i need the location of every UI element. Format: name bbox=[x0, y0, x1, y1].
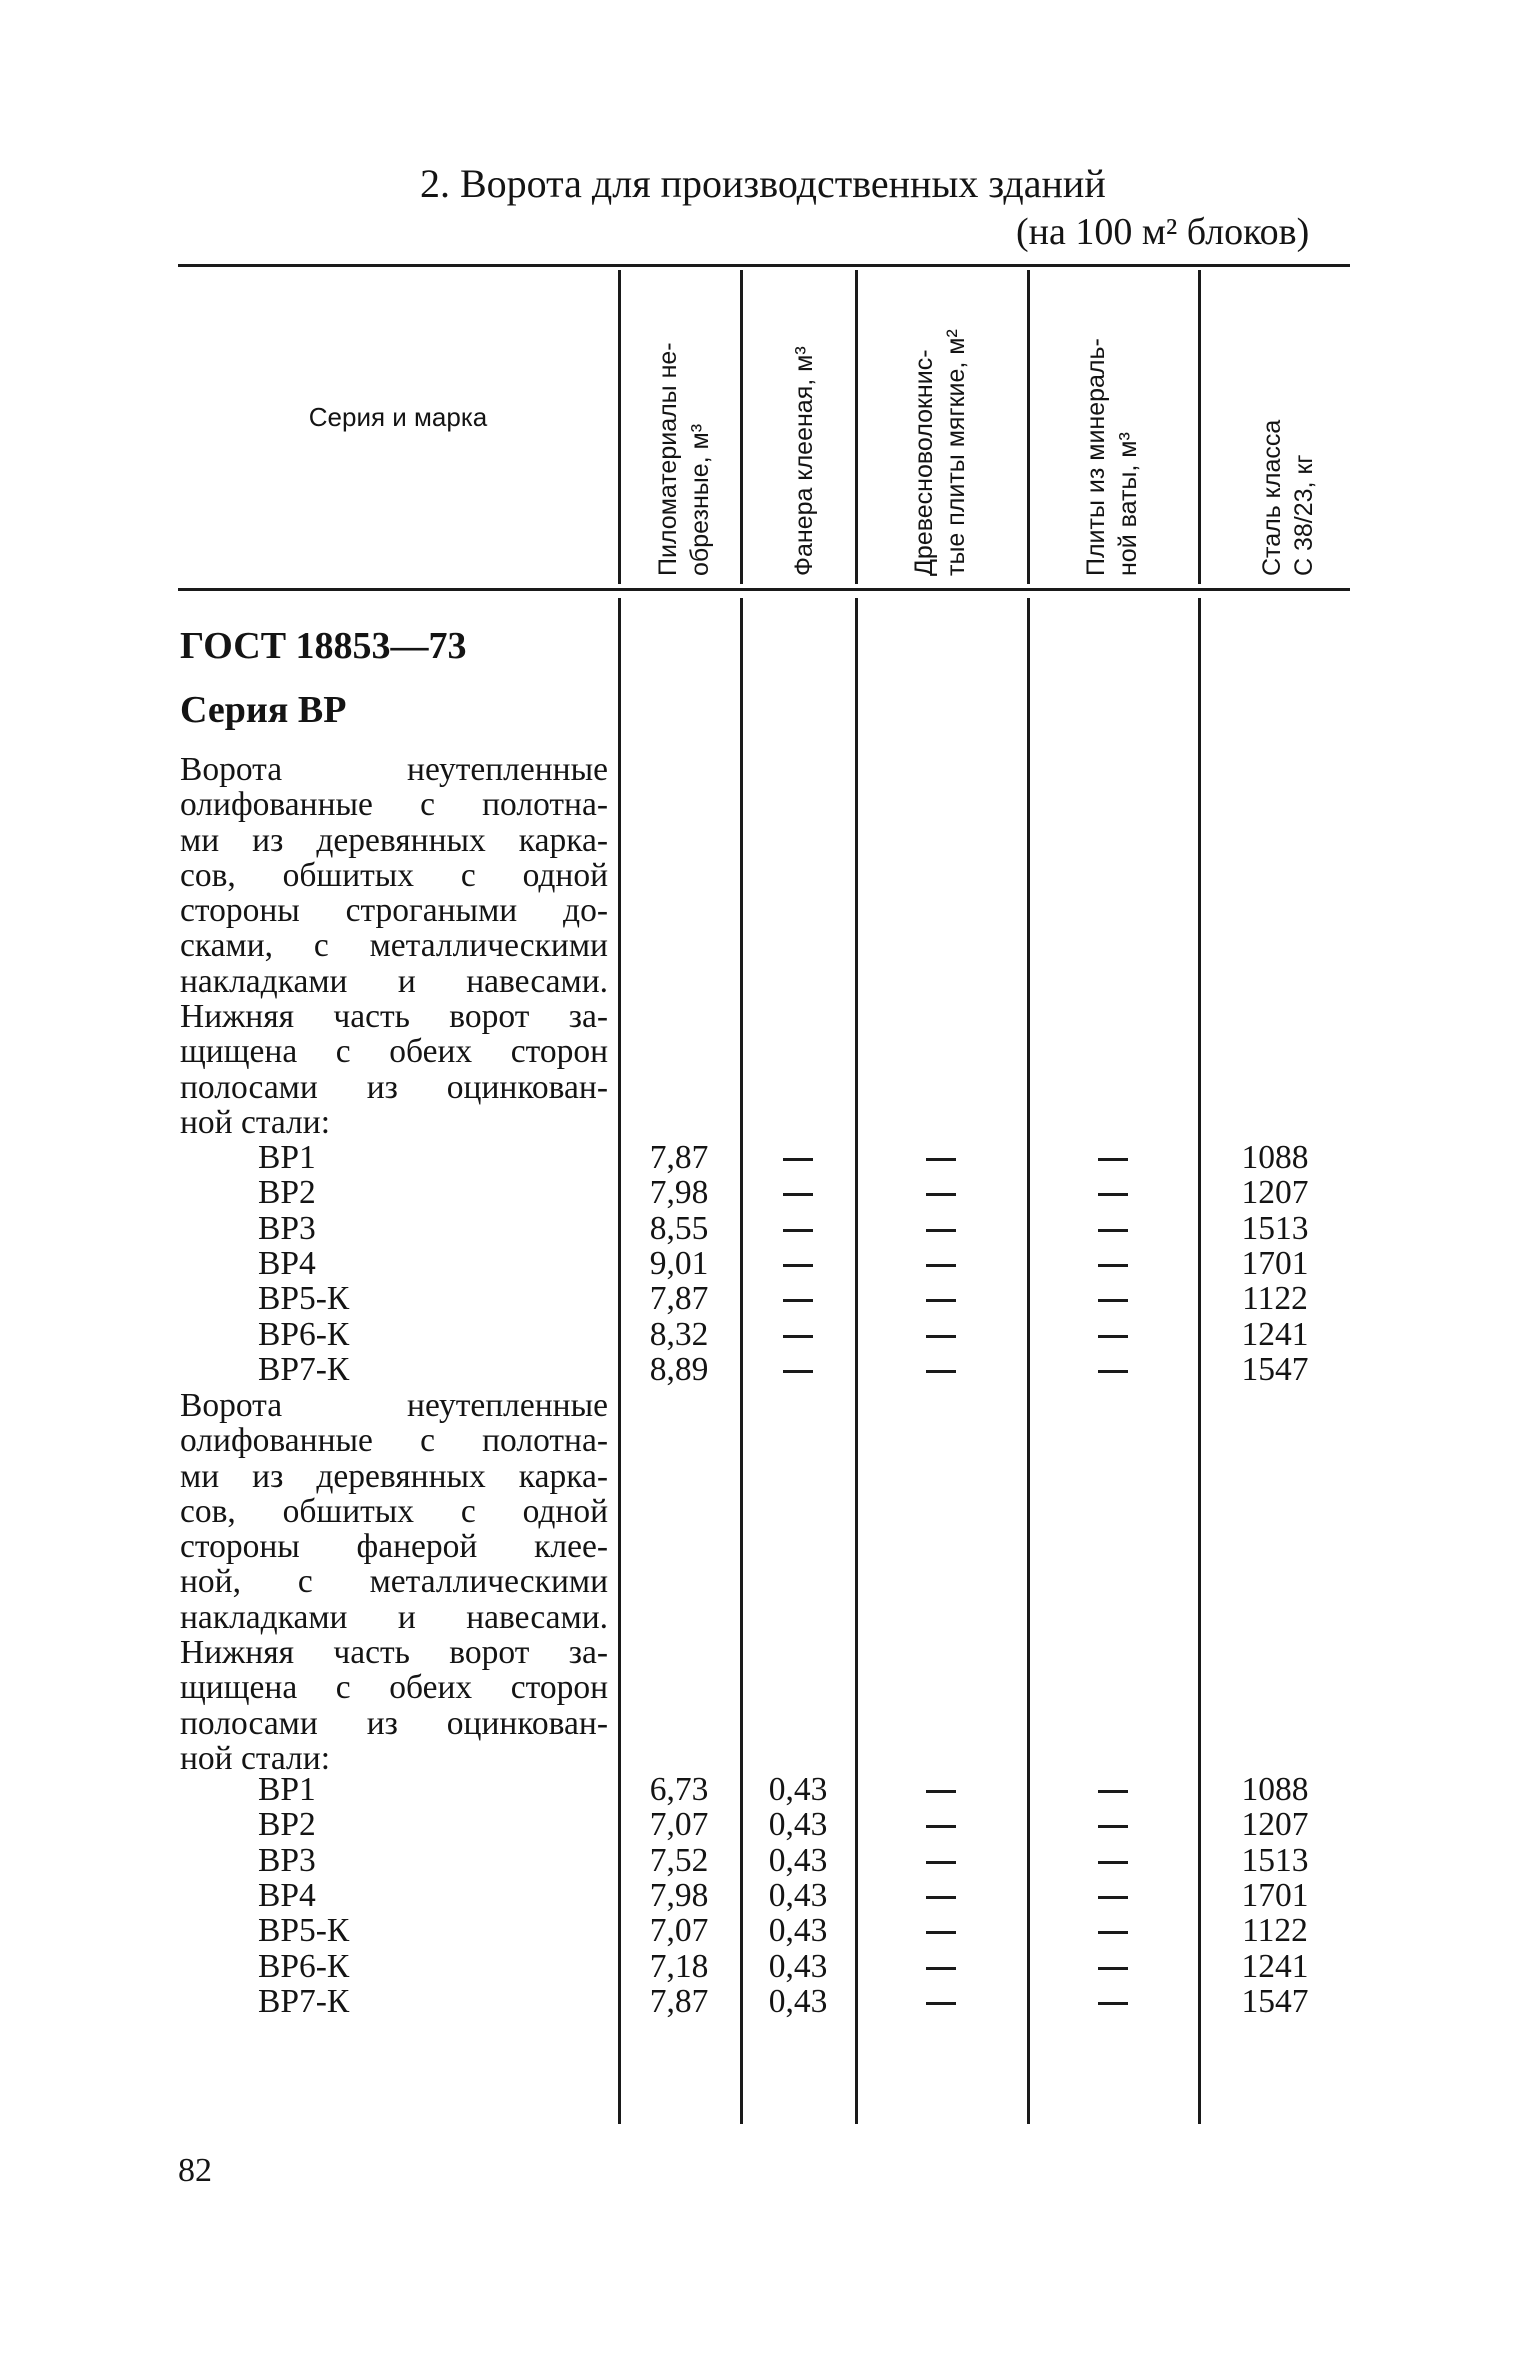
empty-dash bbox=[783, 1299, 813, 1302]
empty-dash bbox=[926, 1931, 956, 1934]
description-line: ной стали: bbox=[180, 1103, 331, 1141]
column-header-series: Серия и марка bbox=[308, 402, 488, 432]
description-line: щищена с обеих сторон bbox=[180, 1669, 608, 1707]
table-cell: 1513 bbox=[1241, 1841, 1309, 1879]
table-cell: 1547 bbox=[1241, 1982, 1309, 2020]
row-mark: ВР3 bbox=[258, 1841, 316, 1879]
table-cell: 8,55 bbox=[649, 1209, 709, 1247]
header-divider-1 bbox=[618, 270, 621, 584]
empty-dash bbox=[926, 1896, 956, 1899]
row-mark: ВР5-К bbox=[258, 1280, 350, 1318]
description-line: полосами из оцинкован- bbox=[180, 1068, 608, 1106]
row-mark: ВР4 bbox=[258, 1244, 316, 1282]
header-divider-4 bbox=[1027, 270, 1030, 584]
description-line: Ворота неутепленные bbox=[180, 1387, 608, 1424]
empty-dash bbox=[1098, 1790, 1128, 1793]
header-bottom-rule bbox=[178, 588, 1350, 591]
table-cell: 1088 bbox=[1241, 1771, 1309, 1808]
row-mark: ВР4 bbox=[258, 1876, 316, 1914]
empty-dash bbox=[1098, 1931, 1128, 1934]
series-label: Серия ВР bbox=[180, 689, 347, 731]
empty-dash bbox=[926, 1264, 956, 1267]
table-cell: 7,07 bbox=[649, 1806, 709, 1844]
description-line: ми из деревянных карка- bbox=[180, 1457, 608, 1495]
table-top-rule bbox=[178, 264, 1350, 267]
empty-dash bbox=[926, 1370, 956, 1373]
description-line: сов, обшитых с одной bbox=[180, 856, 608, 894]
table-cell: 7,87 bbox=[649, 1982, 709, 2020]
table-cell: 0,43 bbox=[768, 1841, 828, 1879]
description-line: ми из деревянных карка- bbox=[180, 821, 608, 859]
table-cell: 0,43 bbox=[768, 1806, 828, 1844]
table-cell: 7,07 bbox=[649, 1912, 709, 1950]
row-mark: ВР1 bbox=[258, 1139, 316, 1176]
empty-dash bbox=[1098, 1229, 1128, 1232]
empty-dash bbox=[783, 1229, 813, 1232]
row-mark: ВР5-К bbox=[258, 1912, 350, 1950]
page-number: 82 bbox=[178, 2152, 212, 2189]
description-line: накладками и навесами. bbox=[180, 962, 608, 1000]
column-header-lumber: Пиломатериалы не- обрезные, м³ bbox=[654, 342, 714, 576]
table-cell: 9,01 bbox=[649, 1244, 709, 1282]
group2-description bbox=[180, 1388, 608, 1776]
table-cell: 1701 bbox=[1241, 1876, 1309, 1914]
table-cell: 7,98 bbox=[649, 1876, 709, 1914]
table-cell: 0,43 bbox=[768, 1912, 828, 1950]
empty-dash bbox=[783, 1335, 813, 1338]
table-units: (на 100 м² блоков) bbox=[1016, 211, 1310, 253]
table-cell: 1207 bbox=[1241, 1806, 1309, 1844]
description-line: олифованные с полотна- bbox=[180, 1422, 608, 1460]
row-mark: ВР1 bbox=[258, 1771, 316, 1808]
empty-dash bbox=[926, 1335, 956, 1338]
empty-dash bbox=[1098, 2002, 1128, 2005]
table-cell: 1701 bbox=[1241, 1244, 1309, 1282]
empty-dash bbox=[783, 1158, 813, 1161]
description-line: Ворота неутепленные bbox=[180, 751, 608, 788]
empty-dash bbox=[1098, 1370, 1128, 1373]
empty-dash bbox=[1098, 1967, 1128, 1970]
description-line: Нижняя часть ворот за- bbox=[180, 998, 608, 1036]
empty-dash bbox=[926, 1967, 956, 1970]
description-line: ной, с металлическими bbox=[180, 1563, 608, 1601]
empty-dash bbox=[926, 1299, 956, 1302]
empty-dash bbox=[926, 1790, 956, 1793]
description-line: ной стали: bbox=[180, 1739, 331, 1777]
table-cell: 0,43 bbox=[768, 1982, 828, 2020]
table-cell: 8,89 bbox=[649, 1350, 709, 1388]
body-divider-3 bbox=[855, 598, 858, 2124]
table-cell: 0,43 bbox=[768, 1876, 828, 1914]
table-cell: 8,32 bbox=[649, 1315, 709, 1353]
body-divider-4 bbox=[1027, 598, 1030, 2124]
table-cell: 7,18 bbox=[649, 1947, 709, 1985]
description-line: щищена с обеих сторон bbox=[180, 1033, 608, 1071]
empty-dash bbox=[1098, 1158, 1128, 1161]
table-cell: 1547 bbox=[1241, 1350, 1309, 1388]
row-mark: ВР2 bbox=[258, 1174, 316, 1212]
row-mark: ВР7-К bbox=[258, 1350, 350, 1388]
group1-description bbox=[180, 752, 608, 1140]
table-cell: 1122 bbox=[1242, 1912, 1308, 1950]
empty-dash bbox=[1098, 1896, 1128, 1899]
empty-dash bbox=[926, 1229, 956, 1232]
description-line: олифованные с полотна- bbox=[180, 786, 608, 824]
column-header-plywood: Фанера клееная, м³ bbox=[790, 346, 818, 576]
table-cell: 0,43 bbox=[768, 1947, 828, 1985]
header-divider-5 bbox=[1198, 270, 1201, 584]
row-mark: ВР6-К bbox=[258, 1947, 350, 1985]
row-mark: ВР6-К bbox=[258, 1315, 350, 1353]
column-header-steel: Сталь класса С 38/23, кг bbox=[1258, 419, 1318, 576]
header-divider-2 bbox=[740, 270, 743, 584]
empty-dash bbox=[926, 1193, 956, 1196]
empty-dash bbox=[1098, 1193, 1128, 1196]
gost-label: ГОСТ 18853—73 bbox=[180, 625, 467, 667]
table-cell: 7,87 bbox=[649, 1280, 709, 1318]
header-divider-3 bbox=[855, 270, 858, 584]
column-header-mineral-wool: Плиты из минераль- ной ваты, м³ bbox=[1082, 338, 1142, 576]
empty-dash bbox=[926, 1861, 956, 1864]
empty-dash bbox=[783, 1264, 813, 1267]
description-line: накладками и навесами. bbox=[180, 1598, 608, 1636]
table-cell: 1241 bbox=[1241, 1315, 1309, 1353]
empty-dash bbox=[926, 2002, 956, 2005]
empty-dash bbox=[1098, 1861, 1128, 1864]
table-cell: 1122 bbox=[1242, 1280, 1308, 1318]
table-cell: 1241 bbox=[1241, 1947, 1309, 1985]
table-cell: 7,87 bbox=[649, 1139, 709, 1176]
empty-dash bbox=[1098, 1299, 1128, 1302]
table-cell: 0,43 bbox=[768, 1771, 828, 1808]
empty-dash bbox=[1098, 1825, 1128, 1828]
table-title: 2. Ворота для производственных зданий bbox=[420, 161, 1106, 206]
empty-dash bbox=[926, 1825, 956, 1828]
empty-dash bbox=[926, 1158, 956, 1161]
description-line: сов, обшитых с одной bbox=[180, 1492, 608, 1530]
table-cell: 6,73 bbox=[649, 1771, 709, 1808]
row-mark: ВР2 bbox=[258, 1806, 316, 1844]
empty-dash bbox=[783, 1193, 813, 1196]
description-line: полосами из оцинкован- bbox=[180, 1704, 608, 1742]
table-cell: 7,98 bbox=[649, 1174, 709, 1212]
table-cell: 1088 bbox=[1241, 1139, 1309, 1176]
empty-dash bbox=[1098, 1335, 1128, 1338]
description-line: стороны строгаными до- bbox=[180, 892, 608, 930]
table-cell: 1513 bbox=[1241, 1209, 1309, 1247]
row-mark: ВР3 bbox=[258, 1209, 316, 1247]
empty-dash bbox=[1098, 1264, 1128, 1267]
description-line: сками, с металлическими bbox=[180, 927, 608, 965]
column-header-fiberboard: Древесноволокнис- тые плиты мягкие, м² bbox=[910, 329, 970, 576]
table-cell: 7,52 bbox=[649, 1841, 709, 1879]
table-cell: 1207 bbox=[1241, 1174, 1309, 1212]
empty-dash bbox=[783, 1370, 813, 1373]
description-line: стороны фанерой клее- bbox=[180, 1528, 608, 1566]
description-line: Нижняя часть ворот за- bbox=[180, 1634, 608, 1672]
row-mark: ВР7-К bbox=[258, 1982, 350, 2020]
